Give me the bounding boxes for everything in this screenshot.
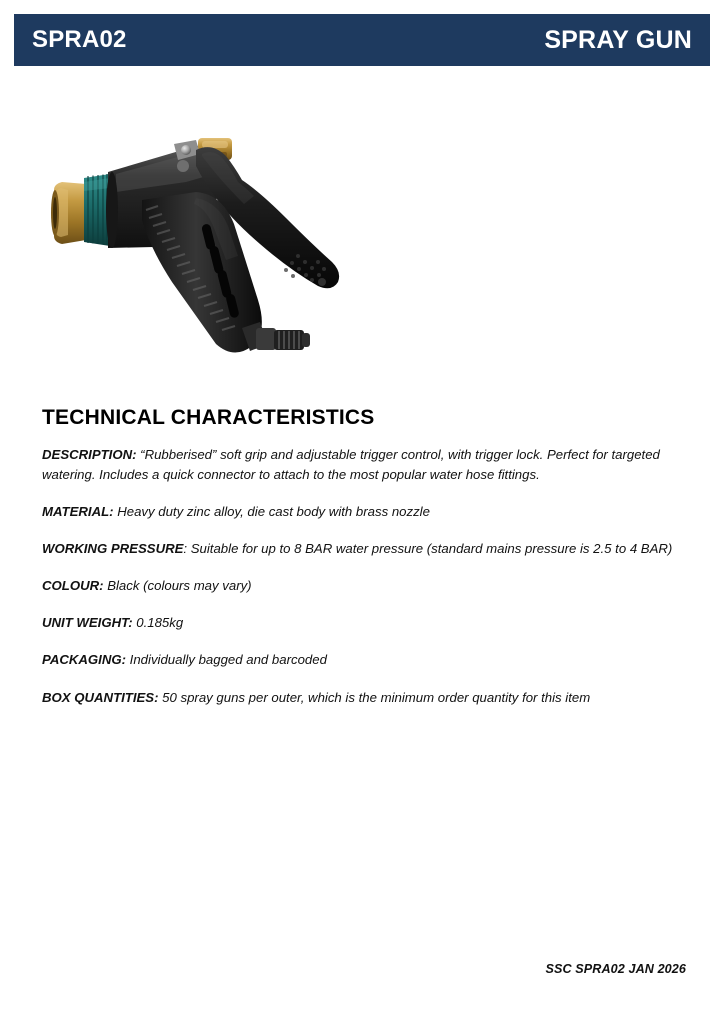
spec-label-unit-weight: UNIT WEIGHT: — [42, 615, 133, 631]
product-code: SPRA02 — [32, 26, 127, 53]
spec-label-material: MATERIAL: — [42, 504, 114, 520]
spec-value-colour: Black (colours may vary) — [103, 578, 252, 594]
technical-characteristics-section — [42, 406, 692, 708]
spec-value-working-pressure: : Suitable for up to 8 BAR water pressure (standard mains pressure is 2.5 to 4 BAR) — [183, 541, 673, 557]
spec-value-material: Heavy duty zinc alloy, die cast body with brass nozzle — [113, 504, 430, 520]
spec-label-box-quantities: BOX QUANTITIES: — [42, 689, 159, 705]
spec-row-colour — [42, 576, 692, 596]
spec-row-unit-weight — [42, 613, 692, 633]
section-heading: TECHNICAL CHARACTERISTICS — [42, 406, 375, 429]
spec-row-working-pressure — [42, 539, 692, 559]
spray-gun-illustration — [46, 132, 376, 377]
footer-reference: SSC SPRA02 JAN 2026 — [545, 962, 686, 976]
spec-label-working-pressure: WORKING PRESSURE — [42, 541, 184, 557]
product-photo — [46, 132, 376, 377]
hose-connector-icon — [242, 322, 310, 351]
spec-value-unit-weight: 0.185kg — [132, 615, 184, 631]
spec-label-packaging: PACKAGING: — [42, 652, 127, 668]
spec-value-box-quantities: 50 spray guns per outer, which is the minimum order quantity for this item — [158, 689, 591, 705]
spec-label-description: DESCRIPTION: — [42, 447, 137, 463]
spec-row-material — [42, 502, 692, 522]
product-name: SPRAY GUN — [544, 25, 692, 54]
spec-label-colour: COLOUR: — [42, 578, 104, 594]
spec-value-packaging: Individually bagged and barcoded — [126, 652, 327, 668]
spec-row-packaging — [42, 650, 692, 670]
product-header-bar — [14, 14, 710, 66]
spec-row-box-quantities — [42, 688, 692, 708]
spec-value-description: “Rubberised” soft grip and adjustable trigger control, with trigger lock. Perfect for targeted watering. Includes a quick connector to attach to the most popular water hose fittings. — [42, 447, 660, 483]
brass-nozzle-icon — [51, 182, 86, 244]
spec-row-description — [42, 445, 692, 485]
